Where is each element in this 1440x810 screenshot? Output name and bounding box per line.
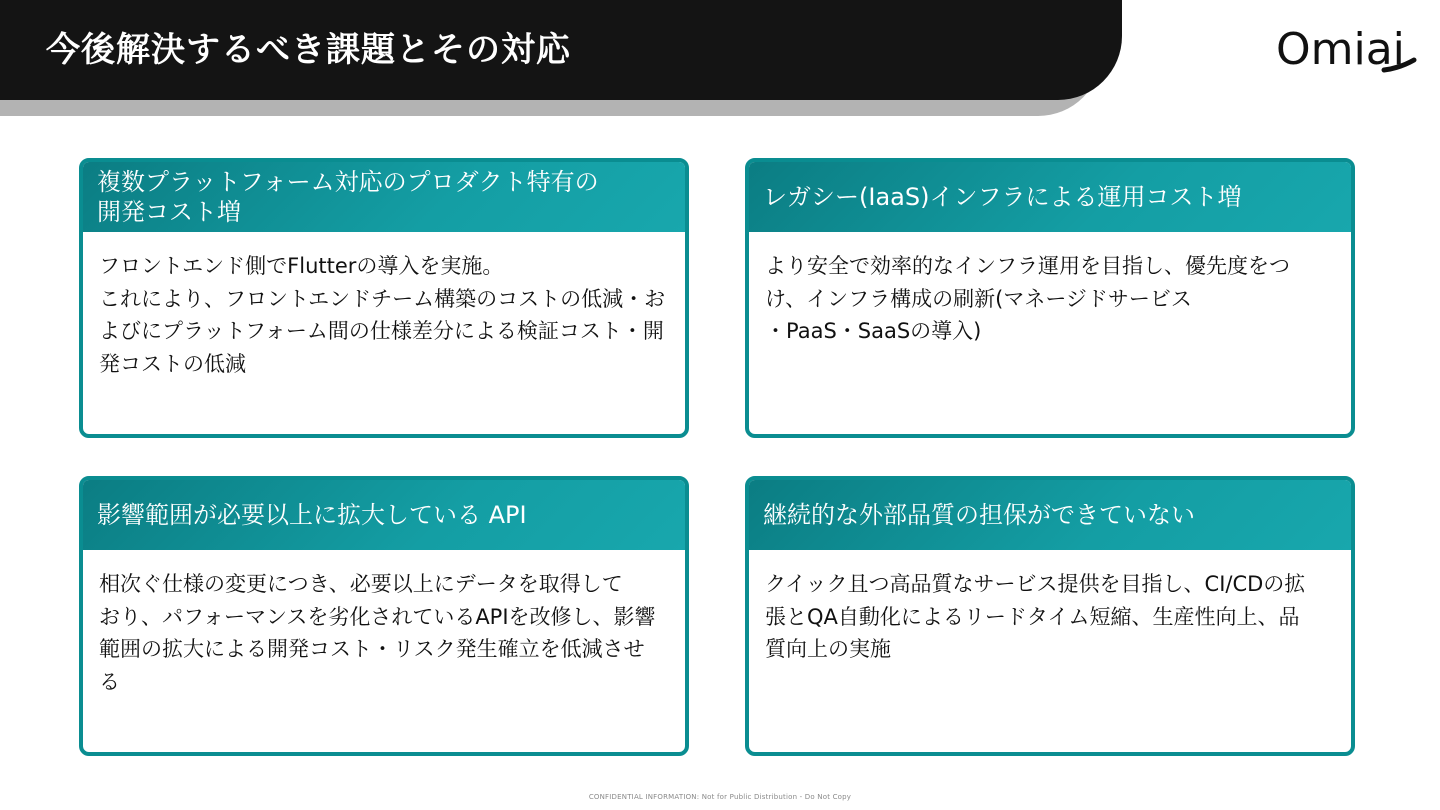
card-title xyxy=(83,480,685,550)
card-line: 張とQA自動化によるリードタイム短縮、生産性向上、品 xyxy=(765,604,1300,629)
omiai-logo xyxy=(1272,12,1420,76)
card-line: 発コストの低減 xyxy=(99,351,246,376)
card-line: る xyxy=(99,669,120,694)
card-title xyxy=(749,480,1351,550)
issue-card-legacy-infra xyxy=(745,158,1355,438)
card-body xyxy=(83,550,685,698)
card-line: 質向上の実施 xyxy=(765,637,891,661)
card-line: け、インフラ構成の刷新(マネージドサービス xyxy=(765,286,1192,311)
card-line: これにより、フロントエンドチーム構築のコストの低減・お xyxy=(99,286,666,311)
card-line: フロントエンド側でFlutterの導入を実施。 xyxy=(99,254,504,278)
card-line: ・PaaS・SaaSの導入) xyxy=(765,319,982,343)
card-title-text: レガシー(IaaS)インフラによる運用コスト増 xyxy=(763,183,1242,211)
card-body xyxy=(749,232,1351,348)
card-line: クイック且つ高品質なサービス提供を目指し、CI/CDの拡 xyxy=(765,572,1306,596)
confidential-footer: CONFIDENTIAL INFORMATION: Not for Public Distribution - Do Not Copy xyxy=(588,793,852,801)
card-title-text: 複数プラットフォーム対応のプロダクト特有の 開発コスト増 xyxy=(97,168,599,226)
page-title: 今後解決するべき課題とその対応 xyxy=(46,30,571,70)
card-body xyxy=(749,550,1351,666)
header-bar xyxy=(0,0,1122,100)
card-title xyxy=(749,162,1351,232)
card-line: 範囲の拡大による開発コスト・リスク発生確立を低減させ xyxy=(99,637,645,661)
card-line: おり、パフォーマンスを劣化されているAPIを改修し、影響 xyxy=(99,604,656,629)
card-title-text: 影響範囲が必要以上に拡大している API xyxy=(97,501,527,529)
issue-card-multiplatform xyxy=(79,158,689,438)
card-title-text: 継続的な外部品質の担保ができていない xyxy=(763,501,1195,529)
card-line: よびにプラットフォーム間の仕様差分による検証コスト・開 xyxy=(99,319,664,343)
issue-card-quality xyxy=(745,476,1355,756)
card-line: より安全で効率的なインフラ運用を目指し、優先度をつ xyxy=(765,254,1290,278)
card-line: 相次ぐ仕様の変更につき、必要以上にデータを取得して xyxy=(99,572,623,596)
card-body xyxy=(83,232,685,380)
issue-card-api-scope xyxy=(79,476,689,756)
card-title xyxy=(83,162,685,232)
logo-text: Omiai xyxy=(1276,24,1405,75)
